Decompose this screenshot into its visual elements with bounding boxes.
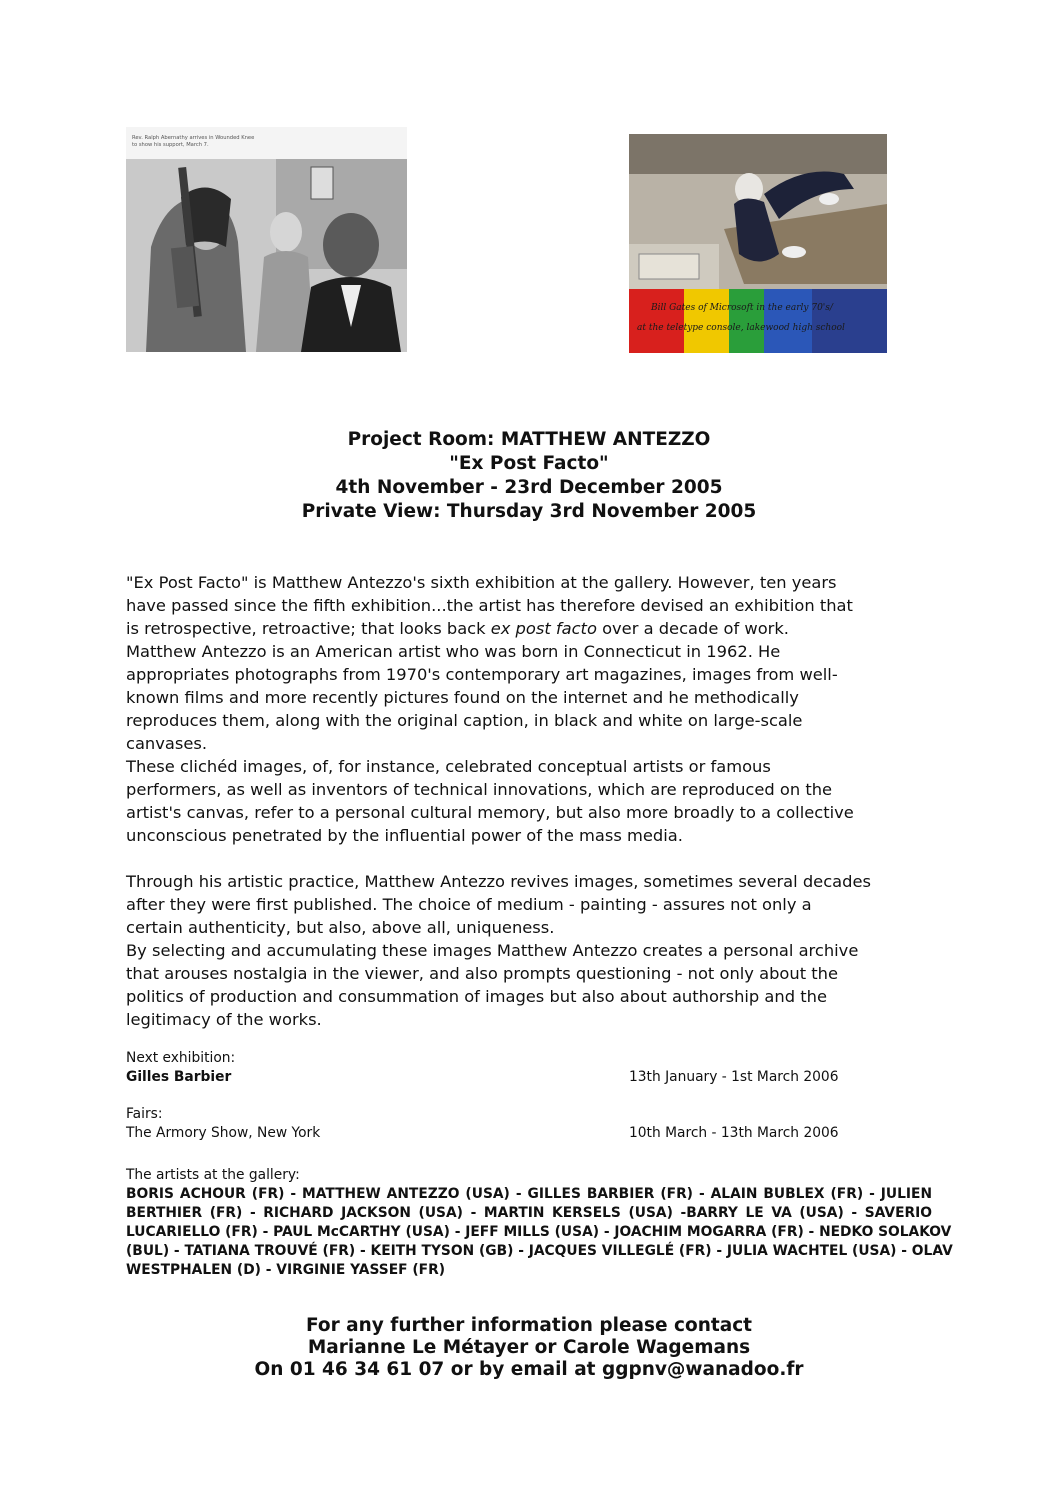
header-private-view: Private View: Thursday 3rd November 2005 bbox=[301, 501, 757, 522]
header-dates: 4th November - 23rd December 2005 bbox=[335, 477, 723, 498]
contact-phone-email: On 01 46 34 61 07 or by email at ggpnv@wanadoo.fr bbox=[254, 1359, 804, 1380]
body-line: artist's canvas, refer to a personal cultural memory, but also more broadly to a collective bbox=[126, 803, 854, 822]
body-line: Through his artistic practice, Matthew Antezzo revives images, sometimes several decades bbox=[126, 872, 871, 891]
artists-label: The artists at the gallery: bbox=[126, 1167, 300, 1183]
exhibition-header bbox=[126, 428, 932, 524]
body-line: is retrospective, retroactive; that looks back ex post facto over a decade of work. bbox=[126, 619, 789, 638]
body-line: known films and more recently pictures found on the internet and he methodically bbox=[126, 688, 799, 707]
body-line: These clichéd images, of, for instance, celebrated conceptual artists or famous bbox=[126, 757, 771, 776]
body-line: reproduces them, along with the original caption, in black and white on large-scale bbox=[126, 711, 803, 730]
artists-line: BORIS ACHOUR (FR) - MATTHEW ANTEZZO (USA) - GILLES BARBIER (FR) - ALAIN BUBLEX (FR) - JULIEN bbox=[126, 1186, 932, 1202]
contact-names: Marianne Le Métayer or Carole Wagemans bbox=[307, 1337, 751, 1358]
next-exhibition-row bbox=[126, 1068, 932, 1087]
next-exhibition bbox=[126, 1049, 932, 1087]
emphasis-ex-post-facto: ex post facto bbox=[490, 619, 597, 638]
contact-line: For any further information please contact bbox=[305, 1315, 753, 1336]
fair-dates: 10th March - 13th March 2006 bbox=[629, 1125, 839, 1141]
artwork-image-abernathy bbox=[126, 127, 407, 352]
right-caption-line1: Bill Gates of Microsoft in the early 70's/ bbox=[651, 303, 833, 313]
body-line: Matthew Antezzo is an American artist who was born in Connecticut in 1962. He bbox=[126, 642, 781, 661]
body-line: "Ex Post Facto" is Matthew Antezzo's sixth exhibition at the gallery. However, ten years bbox=[126, 573, 837, 592]
right-caption-line2: at the teletype console, lakewood high school bbox=[637, 323, 845, 333]
artists-line: WESTPHALEN (D) - VIRGINIE YASSEF (FR) bbox=[126, 1262, 446, 1278]
header-title: Project Room: MATTHEW ANTEZZO bbox=[347, 429, 711, 450]
fairs bbox=[126, 1105, 932, 1143]
body-line: after they were first published. The choice of medium - painting - assures not only a bbox=[126, 895, 812, 914]
next-exhibition-label: Next exhibition: bbox=[126, 1050, 236, 1066]
artists-line: LUCARIELLO (FR) - PAUL McCARTHY (USA) - JEFF MILLS (USA) - JOACHIM MOGARRA (FR) - NEDKO SOLAKOV bbox=[126, 1224, 952, 1240]
left-caption: Rev. Ralph Abernathy arrives in Wounded Knee bbox=[132, 135, 255, 141]
body-line: unconscious penetrated by the influential power of the mass media. bbox=[126, 826, 683, 845]
fair-name: The Armory Show, New York bbox=[126, 1125, 321, 1141]
fairs-label: Fairs: bbox=[126, 1106, 163, 1122]
body-line: performers, as well as inventors of technical innovations, which are reproduced on the bbox=[126, 780, 833, 799]
body-line: appropriates photographs from 1970's contemporary art magazines, images from well- bbox=[126, 665, 838, 684]
svg-text:to show his support, March 7.: to show his support, March 7. bbox=[132, 142, 209, 148]
press-release-body bbox=[126, 571, 932, 1031]
header-exhibition-name: "Ex Post Facto" bbox=[449, 453, 609, 474]
body-line: that arouses nostalgia in the viewer, and also prompts questioning - not only about the bbox=[126, 964, 838, 983]
body-line: legitimacy of the works. bbox=[126, 1010, 322, 1029]
fairs-row bbox=[126, 1124, 932, 1143]
next-exhibition-dates: 13th January - 1st March 2006 bbox=[629, 1069, 839, 1085]
artists-line: BERTHIER (FR) - RICHARD JACKSON (USA) - MARTIN KERSELS (USA) -BARRY LE VA (USA) - SAVERIO bbox=[126, 1205, 932, 1221]
body-line: By selecting and accumulating these images Matthew Antezzo creates a personal archive bbox=[126, 941, 859, 960]
artwork-image-bill-gates bbox=[629, 134, 887, 353]
body-line: have passed since the fifth exhibition...the artist has therefore devised an exhibition that bbox=[126, 596, 853, 615]
body-line: politics of production and consummation of images but also about authorship and the bbox=[126, 987, 827, 1006]
body-line: canvases. bbox=[126, 734, 208, 753]
artists-line: (BUL) - TATIANA TROUVÉ (FR) - KEITH TYSON (GB) - JACQUES VILLEGLÉ (FR) - JULIA WACHTEL (USA) - OLAV bbox=[126, 1243, 953, 1259]
next-exhibition-artist: Gilles Barbier bbox=[126, 1069, 232, 1085]
contact-info bbox=[126, 1315, 932, 1381]
gallery-artists bbox=[126, 1166, 953, 1280]
body-line: certain authenticity, but also, above all, uniqueness. bbox=[126, 918, 555, 937]
